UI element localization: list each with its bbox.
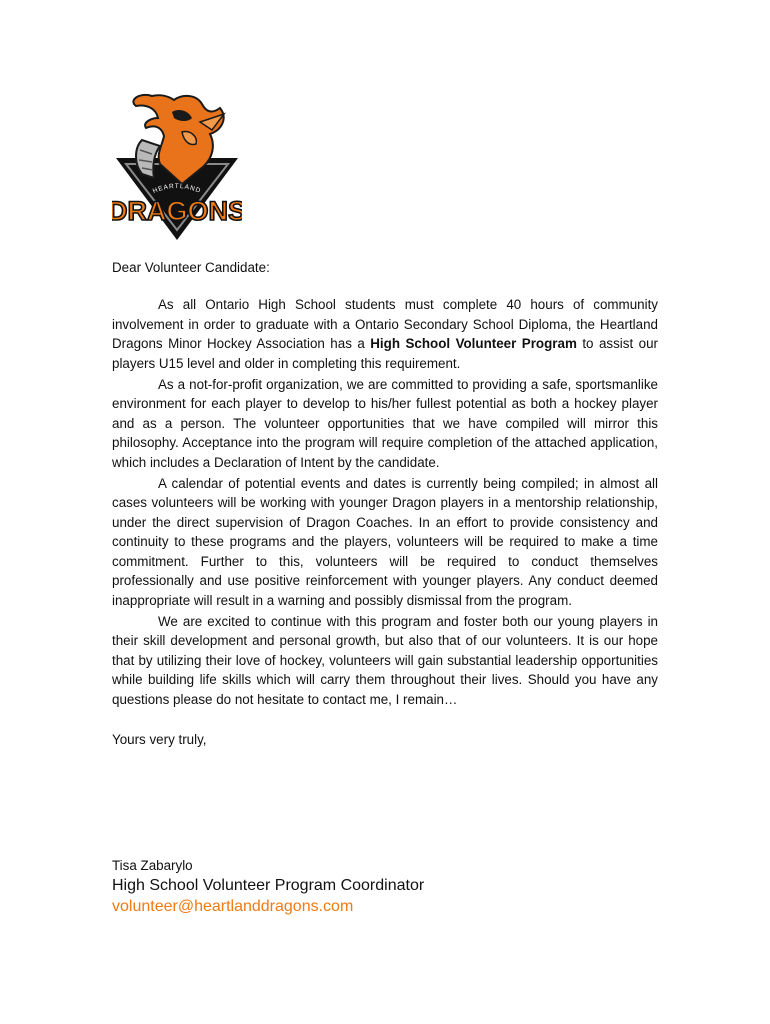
dragon-logo-icon: [112, 88, 242, 248]
paragraph-2: As a not-for-profit organization, we are committed to providing a safe, sportsmanlike environment for each player to develop to his/her fullest potential as both a hockey player and as a person. The volunteer opportunities that we have compiled will mirror this philosophy. Acceptance into the program will require completion of the attached application, which includes a Declaration of Intent by the candidate.: [112, 377, 658, 470]
signature-block: [112, 856, 658, 917]
paragraph-4: We are excited to continue with this program and foster both our young players in their skill development and personal growth, but also that of our volunteers. It is our hope that by utilizing their love of hockey, volunteers will gain substantial leadership opportunities while building life skills which will carry them throughout their lives. Should you have any questions please do not hesitate to contact me, I remain…: [112, 613, 658, 707]
letter-body: [112, 258, 658, 749]
paragraph-3: A calendar of potential events and dates is currently being compiled; in almost all cases volunteers will be working with younger Dragon players in a mentorship relationship, under the direct supervision of Dragon Coaches. In an effort to provide consistency and continuity to these programs and the players, volunteers will be required to make a time commitment. Further to this, volunteers will be required to conduct themselves professionally and use positive reinforcement with younger players. Any conduct deemed inappropriate will result in a warning and possibly dismissal from the program.: [112, 476, 658, 608]
paragraph-1-text-b: to assist our players U15 level and older in completing this requirement.: [112, 336, 658, 371]
program-name: High School Volunteer Program: [370, 336, 577, 352]
svg-text:HEARTLAND: HEARTLAND: [151, 182, 203, 195]
signer-title: High School Volunteer Program Coordinator: [112, 877, 425, 894]
signer-name: Tisa Zabarylo: [112, 858, 193, 873]
logo-wordmark: DRAGONS: [112, 196, 242, 226]
paragraph-1: [112, 295, 658, 373]
paragraph-1-text-a: As all Ontario High School students must complete 40 hours of community involvement in order to graduate with a Ontario Secondary School Diploma, the Heartland Dragons Minor Hockey Association has a: [112, 297, 658, 352]
email-link[interactable]: volunteer@heartlanddragons.com: [112, 898, 354, 915]
closing: Yours very truly,: [112, 731, 207, 747]
heartland-dragons-logo: [112, 88, 242, 248]
salutation: Dear Volunteer Candidate:: [112, 260, 270, 275]
